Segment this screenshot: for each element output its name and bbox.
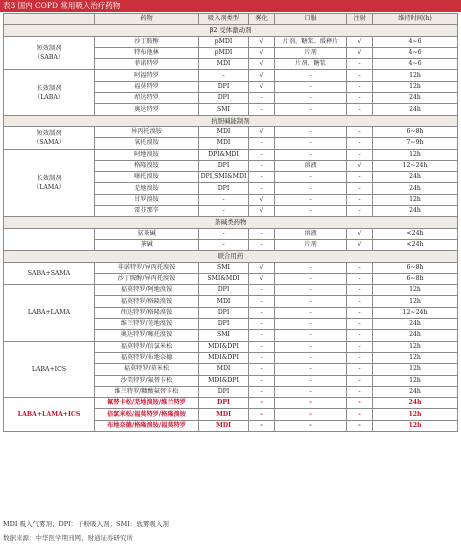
table-row	[4, 285, 458, 296]
nebulizer-mark: -	[249, 420, 275, 431]
nebulizer-mark: √	[249, 70, 275, 81]
nebulizer-mark: -	[249, 386, 275, 397]
drug-name: 布地奈德/格隆溴铵/福莫特罗	[95, 420, 199, 431]
injection-mark: -	[347, 194, 373, 205]
injection-mark: -	[347, 93, 373, 104]
device-type: DPI	[199, 319, 249, 330]
section-combination: 联合用药	[4, 251, 458, 262]
category-cell	[4, 398, 95, 432]
category-label: LABA+LAMA+ICS	[17, 411, 81, 419]
device-type: SMI	[199, 330, 249, 341]
footnote: MDI 吸入气雾剂；DPI：干粉吸入剂；SMI：软雾吸入剂	[3, 520, 169, 528]
oral-form: 片剂、糖浆	[275, 59, 347, 70]
injection-mark: -	[347, 59, 373, 70]
injection-mark: -	[347, 409, 373, 420]
drug-name: 甘罗溴铵	[95, 194, 199, 205]
oral-form: -	[275, 183, 347, 194]
device-type: SMI	[199, 262, 249, 273]
nebulizer-mark: √	[249, 262, 275, 273]
injection-mark: -	[347, 364, 373, 375]
oral-form: -	[275, 409, 347, 420]
nebulizer-mark: √	[249, 81, 275, 92]
injection-mark: √	[347, 239, 373, 250]
category-cell	[4, 70, 95, 115]
duration-value: 12h	[373, 341, 458, 352]
device-type: DPI	[199, 183, 249, 194]
nebulizer-mark: -	[249, 149, 275, 160]
device-type: -	[199, 228, 249, 239]
nebulizer-mark: -	[249, 138, 275, 149]
device-type: -	[199, 194, 249, 205]
header-drug: 药物	[95, 14, 199, 25]
category-label: 短效制剂	[36, 45, 62, 53]
oral-form: -	[275, 352, 347, 363]
nebulizer-mark: -	[249, 93, 275, 104]
drug-name: 非诺特罗/异丙托溴铵	[95, 262, 199, 273]
device-type: MDI	[199, 296, 249, 307]
oral-form: -	[275, 420, 347, 431]
duration-value: 12~24h	[373, 160, 458, 171]
table-row	[4, 262, 458, 273]
oral-form: -	[275, 364, 347, 375]
device-type: MDI&DPI	[199, 375, 249, 386]
drug-name: 阿福特罗	[95, 70, 199, 81]
duration-value: 24h	[373, 206, 458, 217]
oral-form: -	[275, 70, 347, 81]
drug-name: 沙丁胺醇	[95, 36, 199, 47]
nebulizer-mark: √	[249, 194, 275, 205]
device-type: MDI	[199, 138, 249, 149]
device-type: DPI&MDI	[199, 149, 249, 160]
oral-form: 片剂	[275, 239, 347, 250]
duration-value: 6~8h	[373, 262, 458, 273]
oral-form: -	[275, 398, 347, 409]
nebulizer-mark: -	[249, 183, 275, 194]
nebulizer-mark: √	[249, 36, 275, 47]
drug-name: 维兰特罗/芜地溴铵	[95, 319, 199, 330]
nebulizer-mark: -	[249, 398, 275, 409]
category-label: （SABA）	[33, 54, 65, 62]
nebulizer-mark: -	[249, 307, 275, 318]
injection-mark: -	[347, 126, 373, 137]
category-cell	[4, 285, 95, 341]
device-type: DPI	[199, 398, 249, 409]
table-body	[4, 25, 458, 432]
duration-value: 24h	[373, 398, 458, 409]
drug-name: 菲诺特罗	[95, 59, 199, 70]
category-cell	[4, 126, 95, 149]
injection-mark: -	[347, 296, 373, 307]
device-type: MDI	[199, 409, 249, 420]
oral-form: -	[275, 307, 347, 318]
category-label: SABA+SAMA	[27, 269, 71, 277]
oral-form: 溶液	[275, 228, 347, 239]
device-type: -	[199, 239, 249, 250]
duration-value: 24h	[373, 183, 458, 194]
injection-mark: -	[347, 81, 373, 92]
nebulizer-mark: -	[249, 375, 275, 386]
duration-value: 4~6	[373, 36, 458, 47]
injection-mark: -	[347, 149, 373, 160]
drug-name: 氧托溴铵	[95, 138, 199, 149]
duration-value: 12~24h	[373, 307, 458, 318]
oral-form: -	[275, 194, 347, 205]
oral-form: -	[275, 330, 347, 341]
oral-form: -	[275, 149, 347, 160]
category-label: （LAMA）	[33, 183, 65, 191]
category-label: （SAMA）	[33, 138, 65, 146]
device-type: MDI	[199, 59, 249, 70]
injection-mark: √	[347, 36, 373, 47]
section-row	[4, 115, 458, 126]
table-row	[4, 36, 458, 47]
nebulizer-mark: -	[249, 296, 275, 307]
duration-value: 12h	[373, 352, 458, 363]
injection-mark: -	[347, 330, 373, 341]
injection-mark: √	[347, 160, 373, 171]
injection-mark: -	[347, 398, 373, 409]
device-type: SMI&MDI	[199, 273, 249, 284]
duration-value: <24h	[373, 239, 458, 250]
nebulizer-mark: -	[249, 285, 275, 296]
injection-mark: -	[347, 285, 373, 296]
nebulizer-mark: √	[249, 273, 275, 284]
duration-value: 6~8h	[373, 273, 458, 284]
table-row	[4, 398, 458, 409]
duration-value: 4~6	[373, 47, 458, 58]
drug-name: 茚达特罗/格隆溴铵	[95, 307, 199, 318]
nebulizer-mark: √	[249, 126, 275, 137]
injection-mark: -	[347, 319, 373, 330]
header-duration: 维持时间(h)	[373, 14, 458, 25]
duration-value: 24h	[373, 104, 458, 115]
oral-form: 片剂、糖浆、缓释片	[275, 36, 347, 47]
copd-drug-table	[3, 13, 458, 432]
category-cell	[4, 149, 95, 217]
nebulizer-mark: -	[249, 319, 275, 330]
drug-name: 倍氯米松/福莫特罗/格隆溴铵	[95, 409, 199, 420]
header-category	[4, 14, 95, 25]
oral-form: -	[275, 296, 347, 307]
section-beta2: β2 受体激动剂	[4, 25, 458, 36]
nebulizer-mark: -	[249, 409, 275, 420]
drug-name: 奥达特罗/噻托溴铵	[95, 330, 199, 341]
injection-mark: -	[347, 104, 373, 115]
table-row	[4, 70, 458, 81]
duration-value: 24h	[373, 386, 458, 397]
section-row	[4, 251, 458, 262]
injection-mark: -	[347, 70, 373, 81]
header-injection: 注射	[347, 14, 373, 25]
nebulizer-mark: -	[249, 352, 275, 363]
drug-name: 特布他林	[95, 47, 199, 58]
duration-value: 24h	[373, 172, 458, 183]
category-label: 长效制剂	[36, 174, 62, 182]
category-label: 短效制剂	[36, 129, 62, 137]
category-label: LABA+ICS	[31, 365, 67, 373]
oral-form: -	[275, 273, 347, 284]
injection-mark: √	[347, 47, 373, 58]
duration-value: 24h	[373, 93, 458, 104]
nebulizer-mark: √	[249, 47, 275, 58]
header-nebulizer: 雾化	[249, 14, 275, 25]
oral-form: -	[275, 104, 347, 115]
duration-value: 12h	[373, 364, 458, 375]
duration-value: 4~6	[373, 59, 458, 70]
duration-value: 12h	[373, 285, 458, 296]
header-row	[4, 14, 458, 25]
table-row	[4, 341, 458, 352]
section-theophylline: 茶碱类药物	[4, 217, 458, 228]
table-row	[4, 228, 458, 239]
duration-value: 12h	[373, 375, 458, 386]
nebulizer-mark: -	[249, 228, 275, 239]
duration-value: 12h	[373, 296, 458, 307]
duration-value: 24h	[373, 319, 458, 330]
drug-name: 芜地溴铵	[95, 183, 199, 194]
oral-form: -	[275, 126, 347, 137]
drug-name: 福莫特罗/布地奈德	[95, 352, 199, 363]
drug-name: 沙美特罗/氟替卡松	[95, 375, 199, 386]
injection-mark: -	[347, 138, 373, 149]
device-type: DPI	[199, 285, 249, 296]
category-cell	[4, 341, 95, 397]
oral-form: -	[275, 375, 347, 386]
duration-value: 6~8h	[373, 126, 458, 137]
drug-name: 福莫特罗/格隆溴铵	[95, 296, 199, 307]
drug-name: 福莫特罗/倍氯米松	[95, 341, 199, 352]
drug-name: 沙丁胺醇/异丙托溴铵	[95, 273, 199, 284]
injection-mark: -	[347, 273, 373, 284]
oral-form: -	[275, 138, 347, 149]
drug-name: 福莫特罗	[95, 81, 199, 92]
nebulizer-mark: -	[249, 239, 275, 250]
category-label: LABA+LAMA	[27, 309, 71, 317]
drug-name: 奥达特罗	[95, 104, 199, 115]
drug-name: 茚达特罗	[95, 93, 199, 104]
table-title: 表3 国内 COPD 常用吸入治疗药物	[0, 0, 461, 12]
header-oral: 口服	[275, 14, 347, 25]
device-type: MDI&DPI	[199, 352, 249, 363]
device-type: MDI	[199, 126, 249, 137]
device-type: DPI	[199, 93, 249, 104]
injection-mark: -	[347, 172, 373, 183]
duration-value: 24h	[373, 330, 458, 341]
duration-value: 12h	[373, 409, 458, 420]
section-row	[4, 217, 458, 228]
oral-form: -	[275, 172, 347, 183]
header-device: 吸入剂类型	[199, 14, 249, 25]
category-label: 长效制剂	[36, 84, 62, 92]
drug-name: 异丙托溴铵	[95, 126, 199, 137]
injection-mark: -	[347, 352, 373, 363]
nebulizer-mark: -	[249, 341, 275, 352]
oral-form: 溶液	[275, 160, 347, 171]
oral-form: 片剂	[275, 47, 347, 58]
oral-form: -	[275, 93, 347, 104]
category-cell	[4, 262, 95, 285]
oral-form: -	[275, 262, 347, 273]
table-row	[4, 149, 458, 160]
device-type: SMI	[199, 104, 249, 115]
injection-mark: -	[347, 375, 373, 386]
device-type: -	[199, 206, 249, 217]
nebulizer-mark: -	[249, 104, 275, 115]
injection-mark: -	[347, 420, 373, 431]
device-type: MDI	[199, 364, 249, 375]
device-type: -	[199, 70, 249, 81]
device-type: DPI	[199, 160, 249, 171]
injection-mark: -	[347, 262, 373, 273]
drug-name: 福莫特罗/莫米松	[95, 364, 199, 375]
category-cell	[4, 228, 95, 251]
drug-name: 氟替卡松/芜地溴铵/维兰特罗	[95, 398, 199, 409]
duration-value: 12h	[373, 81, 458, 92]
injection-mark: √	[347, 228, 373, 239]
device-type: pMDI	[199, 47, 249, 58]
injection-mark: -	[347, 183, 373, 194]
device-type: DPI	[199, 307, 249, 318]
source-note: 数据来源：中华医学期刊网、财通证券研究所	[3, 534, 133, 542]
drug-name: 氨茶碱	[95, 228, 199, 239]
injection-mark: -	[347, 307, 373, 318]
device-type: DPI	[199, 386, 249, 397]
duration-value: <24h	[373, 228, 458, 239]
duration-value: 12h	[373, 149, 458, 160]
device-type: DPI	[199, 81, 249, 92]
nebulizer-mark: √	[249, 206, 275, 217]
nebulizer-mark: √	[249, 59, 275, 70]
section-row	[4, 25, 458, 36]
device-type: MDI	[199, 420, 249, 431]
category-cell	[4, 36, 95, 70]
injection-mark: -	[347, 341, 373, 352]
nebulizer-mark: -	[249, 364, 275, 375]
drug-name: 噻托溴铵	[95, 172, 199, 183]
oral-form: -	[275, 81, 347, 92]
device-type: pMDI	[199, 36, 249, 47]
duration-value: 12h	[373, 70, 458, 81]
drug-name: 维兰特罗/糠酸氟替卡松	[95, 386, 199, 397]
drug-name: 茶碱	[95, 239, 199, 250]
drug-name: 福莫特罗/阿地溴铵	[95, 285, 199, 296]
duration-value: 7~9h	[373, 138, 458, 149]
duration-value: 12h	[373, 194, 458, 205]
drug-name: 阿地溴铵	[95, 149, 199, 160]
oral-form: -	[275, 341, 347, 352]
nebulizer-mark: -	[249, 172, 275, 183]
device-type: DPI,SMI&MDI	[199, 172, 249, 183]
oral-form: -	[275, 319, 347, 330]
nebulizer-mark: -	[249, 330, 275, 341]
nebulizer-mark: -	[249, 160, 275, 171]
oral-form: -	[275, 206, 347, 217]
injection-mark: -	[347, 206, 373, 217]
oral-form: -	[275, 386, 347, 397]
drug-name: 雷芬那辛	[95, 206, 199, 217]
oral-form: -	[275, 285, 347, 296]
drug-name: 格隆溴铵	[95, 160, 199, 171]
duration-value: 12h	[373, 420, 458, 431]
table-row	[4, 126, 458, 137]
section-anticholinergic: 抗胆碱能制剂	[4, 115, 458, 126]
device-type: MDI&DPI	[199, 341, 249, 352]
injection-mark: -	[347, 386, 373, 397]
category-label: （LABA）	[34, 93, 64, 101]
